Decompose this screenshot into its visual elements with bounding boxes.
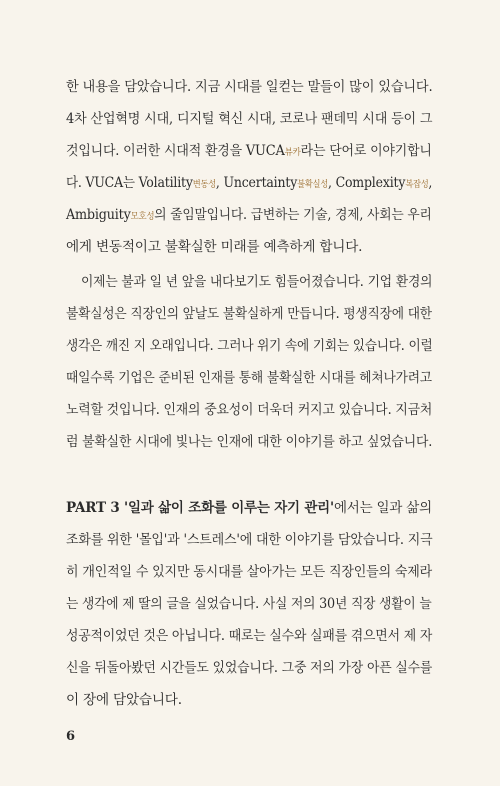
body-text-line: 이 장에 담았습니다.: [66, 692, 182, 708]
body-text-line: [66, 206, 432, 226]
text-segment: 다. VUCA는 Volatility: [66, 175, 193, 191]
body-text-line: 성공적이었던 것은 아닙니다. 때로는 실수와 실패를 겪으면서 제 자: [66, 628, 433, 644]
body-text-line: 럼 불확실한 시대에 빛나는 인재에 대한 이야기를 하고 싶었습니다.: [66, 434, 433, 450]
body-text-line: 한 내용을 담았습니다. 지금 시대를 일컫는 말들이 많이 있습니다.: [66, 79, 433, 95]
text-segment: 것입니다. 이러한 시대적 환경을 VUCA: [66, 143, 285, 159]
gloss-annotation: 불확실성: [297, 180, 328, 190]
body-text-line: 에게 변동적이고 불확실한 미래를 예측하게 합니다.: [66, 239, 363, 255]
text-segment: , Complexity: [327, 175, 406, 191]
body-text-line: 4차 산업혁명 시대, 디지털 혁신 시대, 코로나 팬데믹 시대 등이 그: [66, 111, 433, 127]
gloss-annotation: 복잡성: [405, 180, 429, 190]
gloss-annotation: 변동성: [192, 180, 216, 190]
body-text-line: 때일수록 기업은 준비된 인재를 통해 불확실한 시대를 헤쳐나가려고: [66, 370, 432, 386]
body-text-line: [66, 174, 432, 194]
body-text-line: 조화를 위한 '몰입'과 '스트레스'에 대한 이야기를 담았습니다. 지극: [66, 532, 433, 548]
gloss-annotation: 뷰카: [284, 148, 301, 158]
text-segment: 의 줄임말입니다. 급변하는 기술, 경제, 사회는 우리: [154, 207, 432, 223]
text-segment: ,: [428, 175, 433, 191]
body-text-line: 이제는 불과 일 년 앞을 내다보기도 힘들어졌습니다. 기업 환경의: [81, 274, 433, 290]
body-text-line: [66, 499, 432, 517]
page-number: 6: [66, 729, 76, 744]
body-text-line: 생각은 깨진 지 오래입니다. 그러나 위기 속에 기회는 있습니다. 이럴: [66, 338, 433, 354]
text-segment: 라는 단어로 이야기합니: [300, 143, 432, 159]
body-text-line: 는 생각에 제 딸의 글을 실었습니다. 사실 저의 30년 직장 생활이 늘: [66, 596, 432, 612]
part-heading-inline: PART 3 '일과 삶이 조화를 이루는 자기 관리': [66, 500, 334, 516]
body-text-line: 신을 뒤돌아봤던 시간들도 있었습니다. 그중 저의 가장 아픈 실수를: [66, 660, 433, 676]
body-text-line: 히 개인적일 수 있지만 동시대를 살아가는 모든 직장인들의 숙제라: [66, 564, 433, 580]
text-segment: 에서는 일과 삶의: [333, 500, 432, 516]
text-segment: Ambiguity: [66, 207, 131, 223]
text-segment: , Uncertainty: [215, 175, 298, 191]
body-text-line: 불확실성은 직장인의 앞날도 불확실하게 만듭니다. 평생직장에 대한: [66, 306, 432, 322]
body-text-line: [66, 142, 432, 162]
gloss-annotation: 모호성: [130, 212, 155, 222]
body-text-line: 노력할 것입니다. 인재의 중요성이 더욱더 커지고 있습니다. 지금처: [66, 402, 433, 418]
